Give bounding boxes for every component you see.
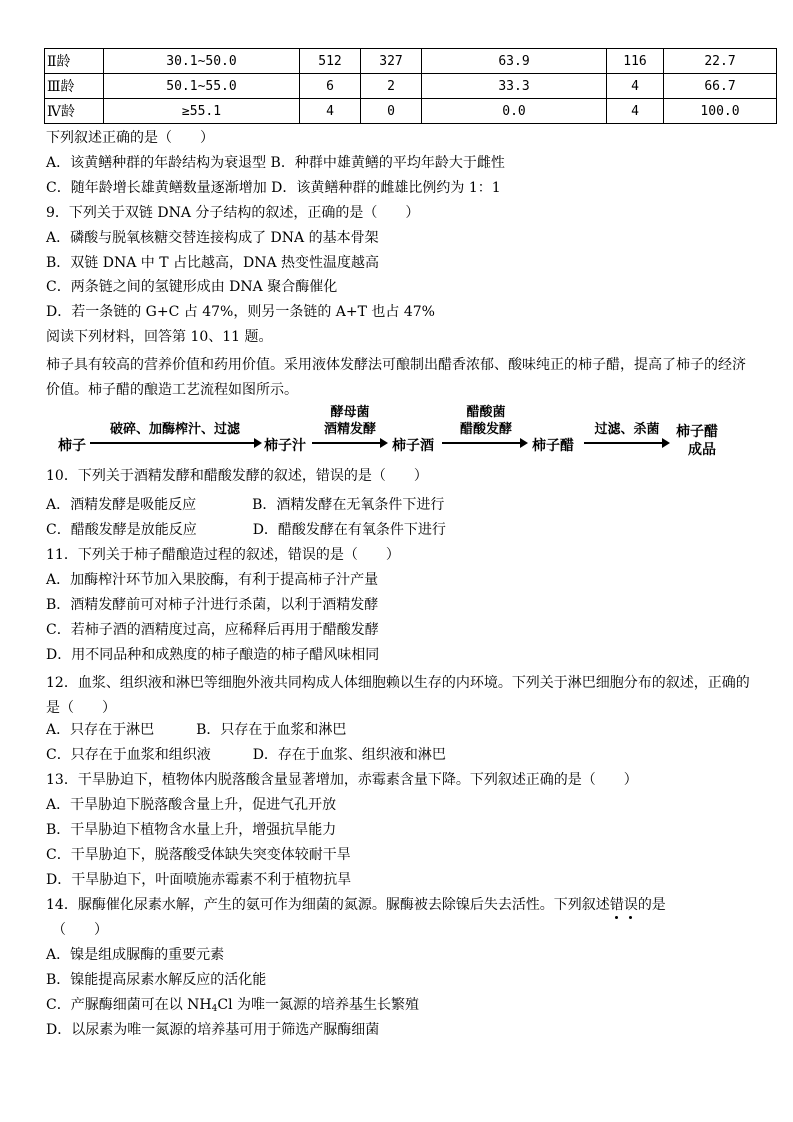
q14-option-c [46, 996, 419, 1018]
table-cell: 63.9 [422, 49, 607, 74]
table-cell: 4 [607, 74, 664, 99]
table-cell: 0.0 [422, 99, 607, 124]
flow-step-alcohol: 酒精发酵 [323, 422, 376, 437]
flow-node-product-2: 成品 [688, 442, 716, 458]
q8-options-ab: A．该黄鳝种群的年龄结构为衰退型 B．种群中雄黄鳝的平均年龄大于雌性 [46, 155, 505, 171]
q11-option-c: C．若柿子酒的酒精度过高，应稀释后再用于醋酸发酵 [46, 622, 379, 638]
q11-stem: 11．下列关于柿子醋酿造过程的叙述，错误的是（ ） [46, 547, 400, 563]
q14-emphasis-1: 错 [609, 897, 624, 913]
q9-option-d: D．若一条链的 G+C 占 47%，则另一条链的 A+T 也占 47% [46, 304, 435, 320]
flow-step-acetic: 醋酸发酵 [459, 422, 512, 437]
table-cell: Ⅳ龄 [45, 99, 104, 124]
table-cell: Ⅱ龄 [45, 49, 104, 74]
table-cell: Ⅲ龄 [45, 74, 104, 99]
flow-arrow-1 [90, 442, 260, 444]
table-cell: 50.1~55.0 [104, 74, 300, 99]
table-cell: 327 [361, 49, 422, 74]
flow-arrow-4 [584, 442, 668, 444]
q9-stem: 9．下列关于双链 DNA 分子结构的叙述，正确的是（ ） [46, 205, 420, 221]
flow-step-yeast: 酵母菌 [330, 405, 370, 420]
q14-option-c-pre: C．产脲酶细菌可在以 NH [46, 997, 212, 1013]
q10-stem: 10．下列关于酒精发酵和醋酸发酵的叙述，错误的是（ ） [46, 468, 428, 484]
table-cell: 6 [300, 74, 361, 99]
q10-options-cd: C．醋酸发酵是放能反应 D．醋酸发酵在有氧条件下进行 [46, 522, 446, 538]
flow-arrow-2 [312, 442, 386, 444]
flow-step-filter: 过滤、杀菌 [594, 422, 660, 437]
q14-stem-text: 14．脲酶催化尿素水解，产生的氨可作为细菌的氮源。脲酶被去除镍后失去活性。下列叙述 [46, 897, 610, 913]
q13-option-c: C．干旱胁迫下，脱落酸受体缺失突变体较耐干旱 [46, 847, 351, 863]
table-row [45, 74, 777, 99]
q11-option-a: A．加酶榨汁环节加入果胶酶，有利于提高柿子汁产量 [46, 572, 379, 588]
q14-option-c-sub: 4 [211, 1004, 218, 1014]
age-structure-table [44, 48, 777, 124]
table-cell: 2 [361, 74, 422, 99]
material-paragraph: 柿子具有较高的营养价值和药用价值。采用液体发酵法可酿制出醋香浓郁、酸味纯正的柿子醋，提高了柿子的经济价值。柿子醋的酿造工艺流程如图所示。 [46, 357, 746, 398]
q12-stem: 12．血浆、组织液和淋巴等细胞外液共同构成人体细胞赖以生存的内环境。下列关于淋巴细胞分布的叙述，正确的是（ ） [46, 675, 750, 716]
table-cell: 33.3 [422, 74, 607, 99]
q12-options-cd: C．只存在于血浆和组织液 D．存在于血浆、组织液和淋巴 [46, 747, 446, 763]
table-cell: 100.0 [664, 99, 777, 124]
material-intro: 阅读下列材料，回答第 10、11 题。 [46, 329, 273, 345]
q14-emphasis-2: 误 [623, 897, 638, 913]
flow-arrow-3 [442, 442, 526, 444]
flow-node-wine: 柿子酒 [392, 438, 434, 454]
process-flow-diagram [58, 405, 758, 458]
q9-option-a: A．磷酸与脱氧核糖交替连接构成了 DNA 的基本骨架 [46, 230, 379, 246]
flow-step-crush: 破碎、加酶榨汁、过滤 [109, 422, 240, 437]
q14-stem-end: 的是 [637, 897, 666, 913]
q14-option-c-post: Cl 为唯一氮源的培养基生长繁殖 [217, 997, 419, 1013]
table-cell: 22.7 [664, 49, 777, 74]
q10-options-ab: A．酒精发酵是吸能反应 B．酒精发酵在无氧条件下进行 [46, 497, 445, 513]
q14-stem [46, 896, 666, 914]
table-cell: 4 [607, 99, 664, 124]
q13-option-a: A．干旱胁迫下脱落酸含量上升，促进气孔开放 [46, 797, 337, 813]
q11-option-b: B．酒精发酵前可对柿子汁进行杀菌，以利于酒精发酵 [46, 597, 379, 613]
q14-option-d: D．以尿素为唯一氮源的培养基可用于筛选产脲酶细菌 [46, 1022, 380, 1038]
table-row [45, 49, 777, 74]
flow-node-vinegar: 柿子醋 [532, 438, 574, 454]
q13-option-b: B．干旱胁迫下植物含水量上升，增强抗旱能力 [46, 822, 337, 838]
table-cell: 4 [300, 99, 361, 124]
q8-stem: 下列叙述正确的是（ ） [46, 130, 214, 146]
table-cell: 0 [361, 99, 422, 124]
flow-node-juice: 柿子汁 [264, 438, 306, 454]
table-row [45, 99, 777, 124]
q14-option-a: A．镍是组成脲酶的重要元素 [46, 947, 225, 963]
q11-option-d: D．用不同品种和成熟度的柿子酿造的柿子醋风味相同 [46, 647, 380, 663]
q14-paren: （ ） [52, 922, 108, 938]
flow-node-persimmon: 柿子 [58, 438, 86, 454]
q9-option-b: B．双链 DNA 中 T 占比越高，DNA 热变性温度越高 [46, 255, 380, 271]
flow-step-acetobacter: 醋酸菌 [466, 405, 506, 420]
q13-stem: 13．干旱胁迫下，植物体内脱落酸含量显著增加，赤霉素含量下降。下列叙述正确的是（ ） [46, 772, 638, 788]
flow-node-product-1: 柿子醋 [676, 424, 718, 440]
q8-options-cd: C．随年龄增长雄黄鳝数量逐渐增加 D．该黄鳝种群的雌雄比例约为 1：1 [46, 180, 501, 196]
q13-option-d: D．干旱胁迫下，叶面喷施赤霉素不利于植物抗旱 [46, 872, 352, 888]
table-cell: 30.1~50.0 [104, 49, 300, 74]
q14-option-b: B．镍能提高尿素水解反应的活化能 [46, 972, 267, 988]
table-cell: 116 [607, 49, 664, 74]
table-cell: ≥55.1 [104, 99, 300, 124]
table-cell: 512 [300, 49, 361, 74]
q9-option-c: C．两条链之间的氢键形成由 DNA 聚合酶催化 [46, 279, 338, 295]
table-cell: 66.7 [664, 74, 777, 99]
q12-options-ab: A．只存在于淋巴 B．只存在于血浆和淋巴 [46, 722, 347, 738]
